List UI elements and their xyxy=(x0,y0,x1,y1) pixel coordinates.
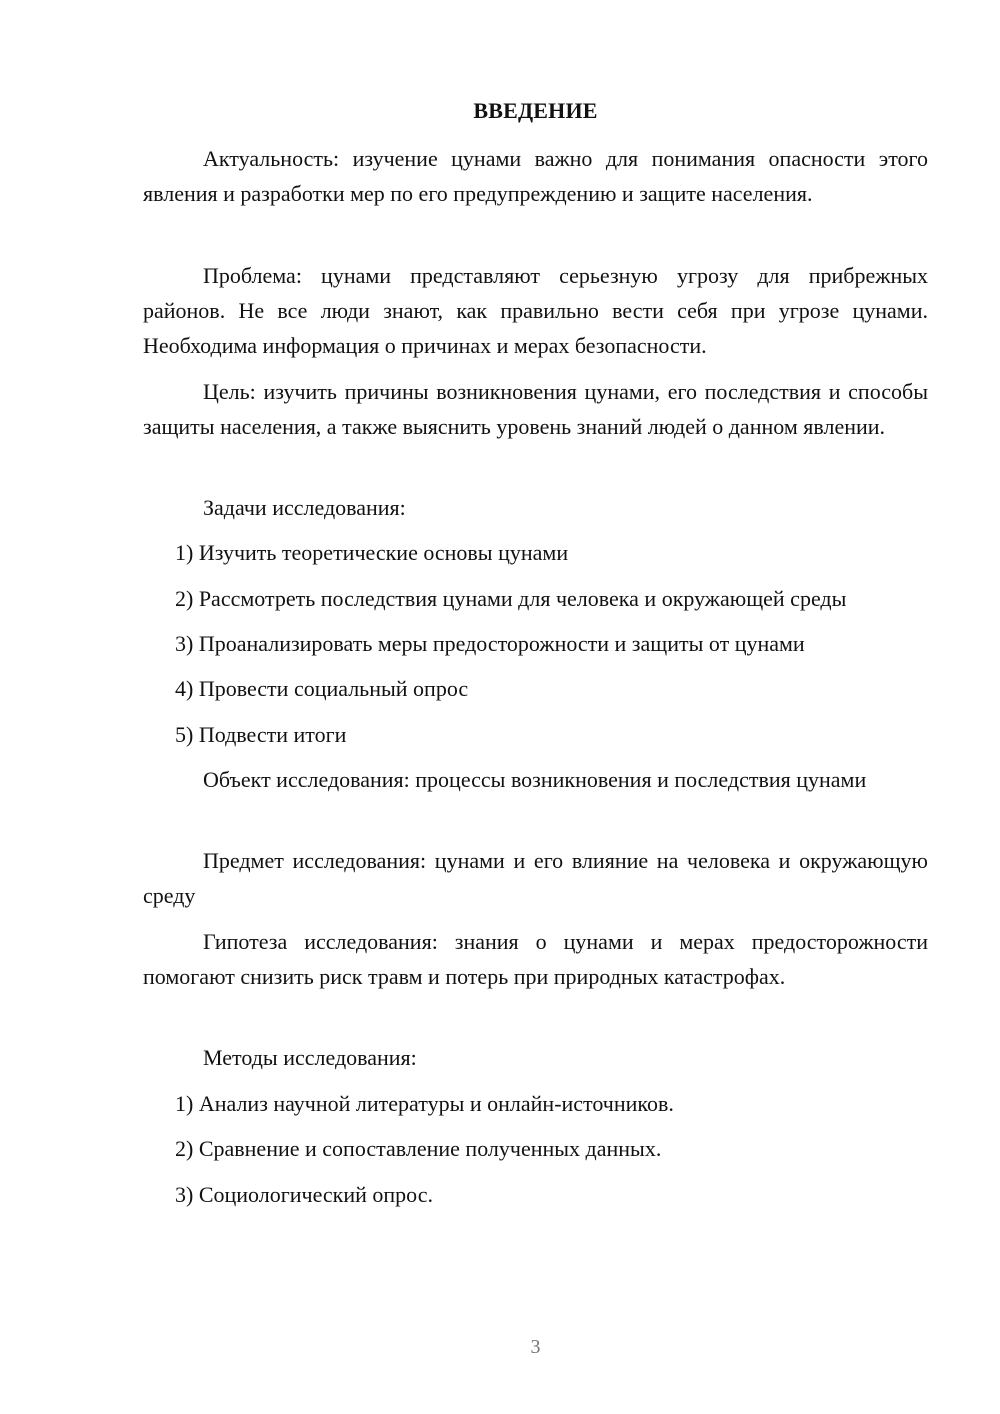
goal-paragraph: Цель: изучить причины возникновения цунами, его последствия и способы защиты населения, а также выяснить уровень знаний людей о данном явлении. xyxy=(143,379,928,439)
problem-paragraph: Проблема: цунами представляют серьезную угрозу для прибрежных районов. Не все люди знают, как правильно вести себя при угрозе цунами. Необходима информация о причинах и мерах безопасности. xyxy=(143,263,928,358)
task-item: 1) Изучить теоретические основы цунами xyxy=(175,540,569,565)
method-item: 3) Социологический опрос. xyxy=(175,1182,433,1207)
method-item-1-block xyxy=(143,1086,928,1121)
method-item: 2) Сравнение и сопоставление полученных данных. xyxy=(175,1136,662,1161)
task-item-1-block xyxy=(143,535,928,570)
tasks-title: Задачи исследования: xyxy=(203,495,406,520)
subject-block xyxy=(143,843,928,913)
methods-title: Методы исследования: xyxy=(203,1045,417,1070)
subject-paragraph: Предмет исследования: цунами и его влияние на человека и окружающую среду xyxy=(143,848,928,908)
hypothesis-paragraph: Гипотеза исследования: знания о цунами и мерах предосторожности помогают снизить риск травм и потерь при природных катастрофах. xyxy=(143,929,928,989)
task-item: 4) Провести социальный опрос xyxy=(175,676,469,701)
methods-title-block xyxy=(143,1040,928,1075)
task-item-4-block xyxy=(143,671,928,706)
method-item-3-block xyxy=(143,1177,928,1212)
object-paragraph: Объект исследования: процессы возникновения и последствия цунами xyxy=(203,767,867,792)
document-page xyxy=(143,0,928,1414)
goal-block xyxy=(143,374,928,444)
tasks-title-block xyxy=(143,490,928,525)
task-item-3-block xyxy=(143,626,928,661)
page-number: 3 xyxy=(530,1336,541,1358)
hypothesis-block xyxy=(143,924,928,994)
task-item-2-block xyxy=(143,581,928,616)
task-item-5-block xyxy=(143,717,928,752)
task-item: 3) Проанализировать меры предосторожности и защиты от цунами xyxy=(175,631,805,656)
task-item: 5) Подвести итоги xyxy=(175,722,347,747)
task-item: 2) Рассмотреть последствия цунами для человека и окружающей среды xyxy=(175,586,847,611)
relevance-block xyxy=(143,141,928,211)
method-item-2-block xyxy=(143,1131,928,1166)
method-item: 1) Анализ научной литературы и онлайн-источников. xyxy=(175,1091,674,1116)
relevance-paragraph: Актуальность: изучение цунами важно для понимания опасности этого явления и разработки мер по его предупреждению и защите населения. xyxy=(143,146,928,206)
section-heading: ВВЕДЕНИЕ xyxy=(473,98,598,123)
problem-block xyxy=(143,258,928,363)
object-block xyxy=(143,762,928,797)
